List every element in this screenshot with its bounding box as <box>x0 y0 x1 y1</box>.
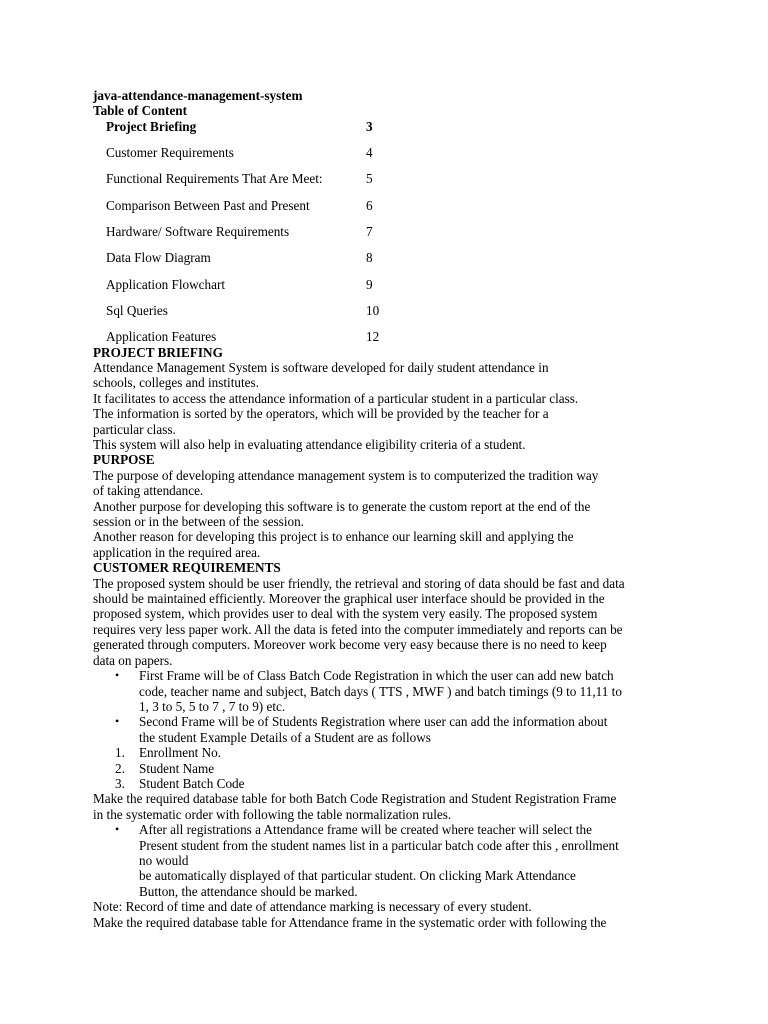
toc-item: Application Flowchart 9 <box>106 276 373 292</box>
list-item: 1. Enrollment No. <box>115 745 222 761</box>
section-heading-briefing: PROJECT BRIEFING <box>93 344 223 360</box>
toc-item: Application Features 12 <box>106 329 380 345</box>
toc-item: Comparison Between Past and Present 6 <box>106 197 373 213</box>
document-body <box>93 88 683 930</box>
database-note: Make the required database table for both Batch Code Registration and Student Registration Frame in the systematic order with following the table normalization rules. <box>93 791 617 822</box>
table-of-contents <box>106 119 683 345</box>
bullet-icon: • <box>115 714 120 729</box>
list-item: 3. Student Batch Code <box>115 775 245 791</box>
toc-heading: Table of Content <box>93 103 188 119</box>
toc-item: Sql Queries 10 <box>106 302 380 318</box>
requirements-bullet-list <box>93 668 683 745</box>
bullet-icon: • <box>115 668 120 683</box>
toc-item: Hardware/ Software Requirements 7 <box>106 224 373 239</box>
list-item: • First Frame will be of Class Batch Code Registration in which the user can add new batch code, teacher name and subject, Batch days ( TTS , MWF ) and batch timings (9 to 11,11 to 1, 3 to 5, 5 to 7 , 7 to 9) etc. <box>115 668 622 714</box>
document-title: java-attendance-management-system <box>93 88 303 103</box>
section-heading-customer: CUSTOMER REQUIREMENTS <box>93 560 281 576</box>
attendance-bullet-list <box>93 822 683 899</box>
toc-item: Data Flow Diagram 8 <box>106 250 373 266</box>
customer-text: The proposed system should be user friendly, the retrieval and storing of data should be fast and data should be maintained efficiently. Moreover the graphical user interface should be provided in the proposed system, which provides user to deal with the system very easily. The proposed system requires very less paper work. All the data is feted into the computer immediately and reports can be generated through computers. Moreover work become very easy because there is no need to keep data on papers. <box>93 575 625 668</box>
section-heading-purpose: PURPOSE <box>93 452 155 468</box>
closing-text: Note: Record of time and date of attendance marking is necessary of every student. Make the required database table for Attendance frame in the systematic order with following the <box>93 899 607 930</box>
list-item: • Second Frame will be of Students Registration where user can add the information about the student Example Details of a Student are as follows <box>115 714 608 745</box>
briefing-text: Attendance Management System is software developed for daily student attendance in schools, colleges and institutes. It facilitates to access the attendance information of a particular student in a particular class. The information is sorted by the operators, which will be provided by the teacher for a particular class. This system will also help in evaluating attendance eligibility criteria of a student. <box>93 359 579 453</box>
purpose-text: The purpose of developing attendance management system is to computerized the tradition way of taking attendance. Another purpose for developing this software is to generate the custom report at the end of the session or in the between of the session. Another reason for developing this project is to enhance our learning skill and applying the application in the required area. <box>93 467 599 560</box>
student-details-list <box>93 745 683 791</box>
toc-item: Functional Requirements That Are Meet: 5 <box>106 171 373 187</box>
list-item: • After all registrations a Attendance frame will be created where teacher will select the Present student from the student names list in a particular batch code after this , enrollment no would be automatically displayed of that particular student. On clicking Mark Attendance Button, the attendance should be marked. <box>115 822 619 899</box>
list-item: 2. Student Name <box>115 760 215 776</box>
toc-item: Project Briefing 3 <box>106 118 373 134</box>
toc-item: Customer Requirements 4 <box>106 145 373 161</box>
bullet-icon: • <box>115 822 120 837</box>
